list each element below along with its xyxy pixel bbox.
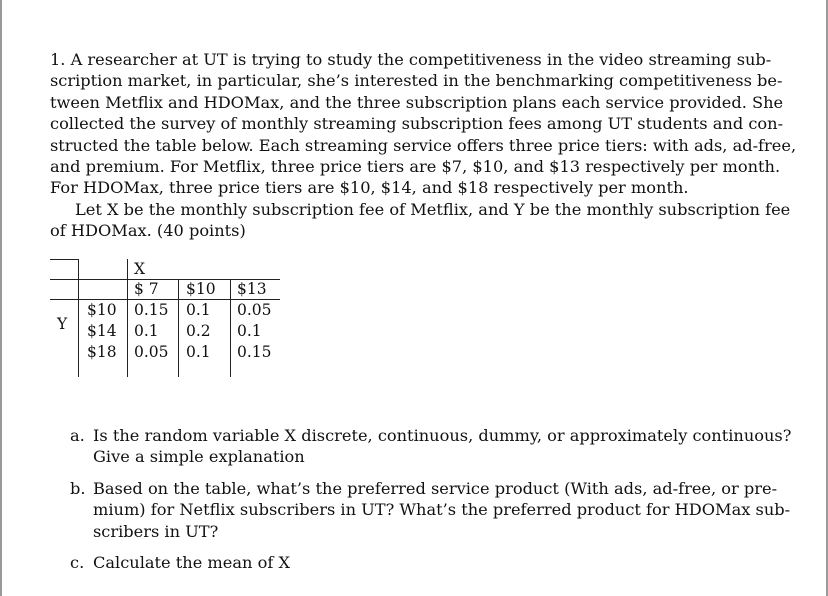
probability-cell: 0.1	[186, 301, 211, 319]
x-value-header: $10	[186, 280, 216, 298]
question-line: scribers in UT?	[93, 521, 219, 541]
table-rule-y-divider	[78, 259, 79, 377]
variable-definition-line: Let X be the monthly subscription fee of Metflix, and Y be the monthly subscription fee	[75, 199, 791, 219]
y-value-header: $18	[87, 343, 117, 361]
probability-cell: 0.2	[186, 322, 211, 340]
variable-definition-line: of HDOMax. (40 points)	[50, 221, 246, 241]
question-line: Is the random variable X discrete, continuous, dummy, or approximately continuous?	[93, 426, 792, 445]
x-variable-label: X	[134, 260, 146, 278]
probability-cell: 0.15	[237, 343, 272, 361]
document-page	[50, 49, 797, 573]
problem-line: tween Metflix and HDOMax, and the three subscription plans each service provided. She	[50, 92, 784, 112]
table-rule-top-left	[50, 259, 78, 260]
question-line: Based on the table, what’s the preferred service product (With ads, ad-free, or pre-	[93, 478, 778, 498]
problem-line: scription market, in particular, she’s interested in the benchmarking competitiveness be-	[50, 71, 783, 91]
problem-line: collected the survey of monthly streaming subscription fees among UT students and con-	[50, 114, 784, 134]
probability-cell: 0.1	[186, 343, 211, 361]
y-value-header: $10	[87, 301, 117, 319]
problem-line: and premium. For Metflix, three price tiers are $7, $10, and $13 respectively per month.	[50, 157, 781, 177]
y-variable-label: Y	[57, 315, 68, 333]
table-rule-header-bottom	[50, 299, 280, 300]
joint-probability-table	[50, 259, 290, 379]
question-label: c.	[70, 553, 85, 573]
problem-line: For HDOMax, three price tiers are $10, $14, and $18 respectively per month.	[50, 178, 689, 198]
question-label: b.	[70, 478, 86, 498]
problem-paragraph	[50, 49, 797, 242]
probability-cell: 0.1	[134, 322, 159, 340]
page-border-left	[0, 0, 2, 596]
table-rule-col2	[230, 279, 231, 377]
question-c	[70, 552, 750, 573]
x-value-header: $ 7	[134, 280, 159, 298]
question-text	[93, 552, 750, 573]
table-rule-col1	[178, 279, 179, 377]
probability-cell: 0.1	[237, 322, 262, 340]
question-line: Give a simple explanation	[93, 447, 305, 467]
table-rule-ylabel-divider	[127, 259, 128, 377]
question-label: a.	[70, 426, 85, 445]
problem-line: structed the table below. Each streaming service offers three price tiers: with ads, ad-free,	[50, 135, 797, 155]
probability-cell: 0.15	[134, 301, 169, 319]
question-text	[93, 478, 790, 542]
problem-line: 1. A researcher at UT is trying to study the competitiveness in the video streaming sub-	[50, 50, 772, 69]
probability-cell: 0.05	[237, 301, 272, 319]
question-line: mium) for Netflix subscribers in UT? What’s the preferred product for HDOMax sub-	[93, 500, 791, 520]
question-list	[70, 425, 792, 583]
question-b	[70, 478, 791, 542]
question-a	[70, 425, 792, 468]
question-text	[93, 425, 791, 468]
question-line: Calculate the mean of X	[93, 553, 290, 573]
y-value-header: $14	[87, 322, 117, 340]
x-value-header: $13	[237, 280, 267, 298]
probability-cell: 0.05	[134, 343, 169, 361]
